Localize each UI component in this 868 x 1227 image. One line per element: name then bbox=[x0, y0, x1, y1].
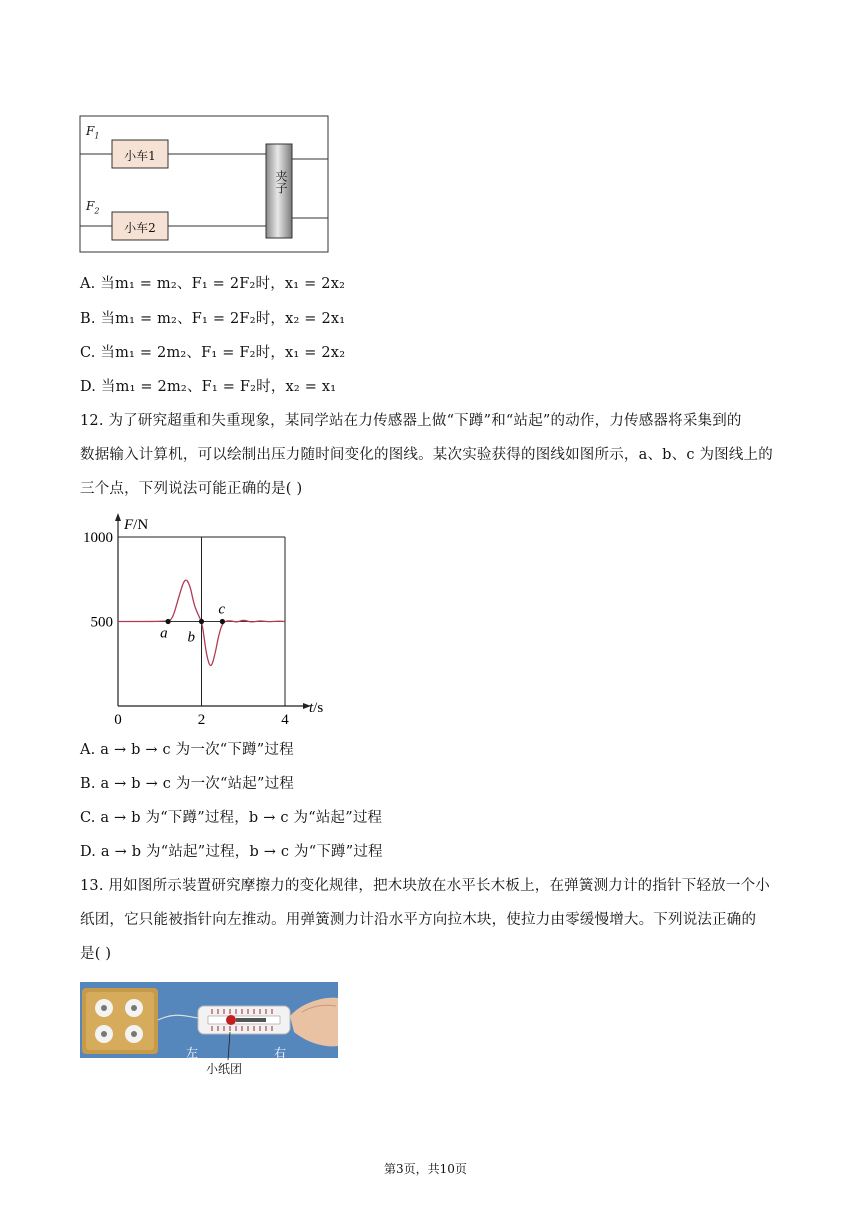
x-tick-label: 2 bbox=[197, 712, 206, 728]
point-a bbox=[166, 619, 171, 624]
photo-left-label: 左 bbox=[186, 1046, 199, 1060]
q13-stem-line-2: 纸团，它只能被指针向左推动。用弹簧测力计沿水平方向拉木块，使拉力由零缓慢增大。下列说法正确的 bbox=[80, 912, 757, 928]
y-axis-arrow bbox=[115, 513, 121, 521]
point-c bbox=[220, 619, 225, 624]
q13-stem-line-1: 13. 用如图所示装置研究摩擦力的变化规律，把木块放在水平长木板上，在弹簧测力计的指针下轻放一个小 bbox=[80, 878, 770, 894]
y-axis-label: F/N bbox=[124, 517, 149, 533]
q13-stem-line-3: 是( ) bbox=[80, 946, 112, 962]
point-b bbox=[199, 619, 204, 624]
q12-stem-line-3: 三个点，下列说法可能正确的是( ) bbox=[80, 481, 303, 497]
photo-caption: 小纸团 bbox=[206, 1062, 243, 1076]
cart-1-label: 小车1 bbox=[124, 149, 156, 163]
force-time-chart bbox=[70, 505, 340, 730]
x-tick-label: 4 bbox=[281, 712, 289, 728]
q12-option-c: C. a → b 为“下蹲”过程，b → c 为“站起”过程 bbox=[80, 810, 383, 826]
caption-pointer bbox=[200, 1030, 240, 1062]
q12-stem-line-1: 12. 为了研究超重和失重现象，某同学站在力传感器上做“下蹲”和“站起”的动作，力传感器将采集到的 bbox=[80, 413, 742, 429]
q12-option-d: D. a → b 为“站起”过程，b → c 为“下蹲”过程 bbox=[80, 844, 383, 860]
x-tick-label: 0 bbox=[114, 712, 122, 728]
point-label-c: c bbox=[218, 601, 226, 618]
q11-option-d: D. 当m₁ = 2m₂、F₁ = F₂时，x₂ = x₁ bbox=[80, 379, 337, 395]
y-tick-label: 500 bbox=[90, 614, 113, 631]
x-axis-label: t/s bbox=[309, 700, 324, 716]
f2-label: $F_2$ bbox=[86, 199, 100, 216]
point-label-b: b bbox=[187, 629, 195, 646]
clamp-label: 夹子 bbox=[274, 170, 288, 194]
q11-option-b: B. 当m₁ = m₂、F₁ = 2F₂时，x₂ = 2x₁ bbox=[80, 311, 346, 327]
cart-2-label: 小车2 bbox=[124, 221, 156, 235]
page-footer: 第3页，共10页 bbox=[384, 1162, 467, 1176]
q12-stem-line-2: 数据输入计算机，可以绘制出压力随时间变化的图线。某次实验获得的图线如图所示，a、b、c 为图线上的 bbox=[80, 447, 773, 463]
q11-option-a: A. 当m₁ = m₂、F₁ = 2F₂时，x₁ = 2x₂ bbox=[80, 276, 346, 292]
q12-option-a: A. a → b → c 为一次“下蹲”过程 bbox=[80, 742, 294, 758]
f1-label: $F_1$ bbox=[86, 124, 100, 141]
paper-ball bbox=[226, 1015, 236, 1025]
q11-option-c: C. 当m₁ = 2m₂、F₁ = F₂时，x₁ = 2x₂ bbox=[80, 345, 346, 361]
point-label-a: a bbox=[160, 625, 168, 642]
photo-right-label: 右 bbox=[274, 1046, 287, 1060]
y-tick-label: 1000 bbox=[83, 530, 113, 546]
q12-option-b: B. a → b → c 为一次“站起”过程 bbox=[80, 776, 294, 792]
